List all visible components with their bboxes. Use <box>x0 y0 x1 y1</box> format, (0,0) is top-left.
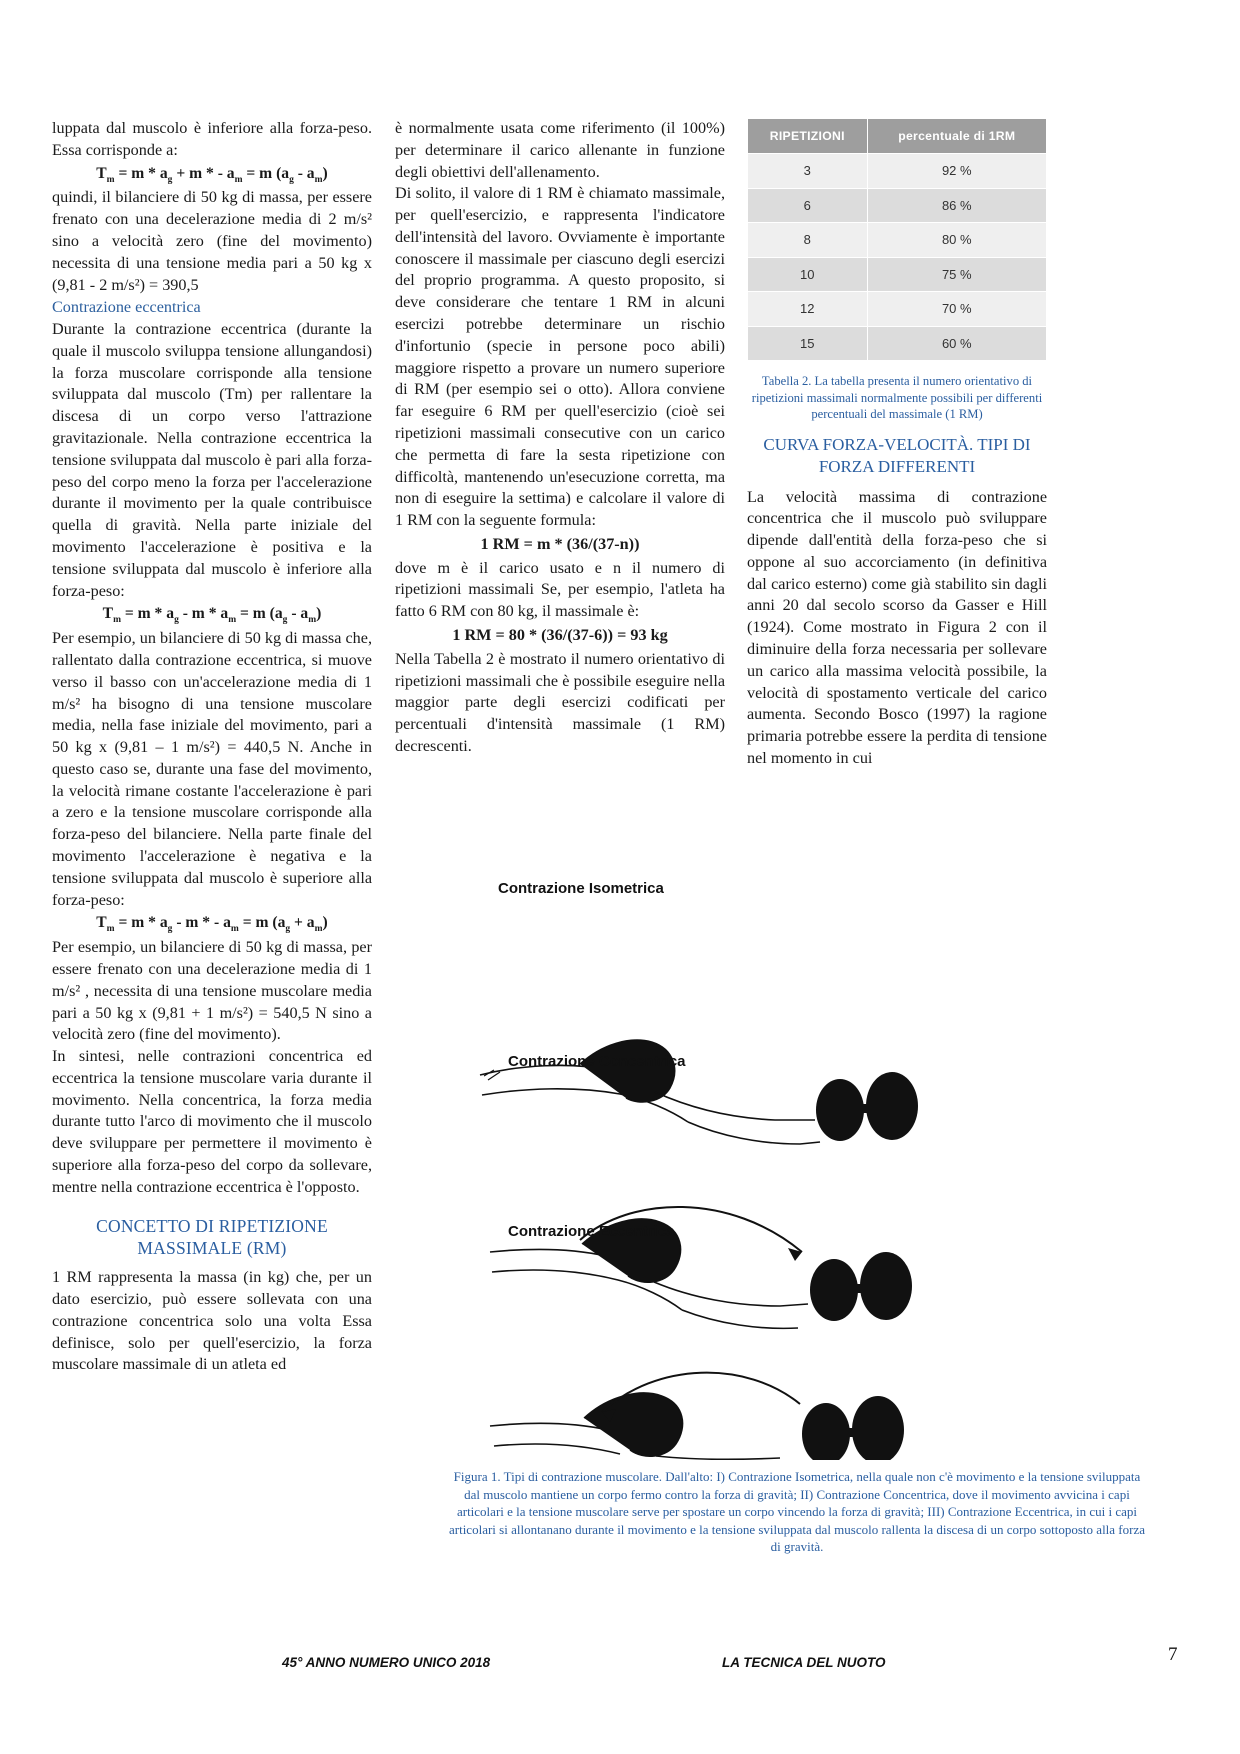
col1-formula-2: $T_m = m * a_g - m * a_m = m$ $(a_g - a_m)$ <box>102 605 322 626</box>
column-2 <box>395 118 725 758</box>
table-caption: Tabella 2. La tabella presenta il numero orientativo di ripetizioni massimali normalmente possibili per differenti percentuali del massimale (1 RM) <box>751 374 1043 422</box>
col1-paragraph-5: Per esempio, un bilanciere di 50 kg di massa, per essere frenato con una decelerazione media di 1 m/s² , necessita di una tensione muscolare media pari a 50 kg x (9,81 + 1 m/s²) = 540,5 N sino a velocità zero (fine del movimento). <box>52 938 372 1044</box>
table-cell-reps: 12 <box>748 292 868 326</box>
eccentric-illustration <box>490 1373 904 1460</box>
table-cell-pct: 80 % <box>867 223 1046 257</box>
col3-paragraph-1: La velocità massima di contrazione concentrica che il muscolo può sviluppare dipende dall'entità della forza-peso che si oppone al suo accorciamento (in definitiva dal carico esterno) come già stabilito sin dagli anni 20 dal secolo scorso da Gasser e Hill (1924). Come mostrato in Figura 2 con il diminuire della forza necessaria per sollevare un carico alla massima velocità possibile, la velocità di spostamento verticale del carico aumenta. Secondo Bosco (1997) la ragione primaria potrebbe essere la perdita di tensione nel momento in cui <box>747 487 1047 767</box>
figure-label-isometric: Contrazione Isometrica <box>498 880 664 897</box>
col2-paragraph-3: dove m è il carico usato e n il numero di ripetizioni massimali Se, per esempio, l'atleta ha fatto 6 RM con 80 kg, il massimale è: <box>395 558 725 621</box>
col2-formula-1: 1 RM = m * (36/(37-n)) <box>480 534 640 553</box>
col1-formula-3: $T_m = m * a_g - m$ * - $a_m = m$ $(a_g + a_m)$ <box>96 914 328 935</box>
table-cell-reps: 8 <box>748 223 868 257</box>
col1-paragraph-6: In sintesi, nelle contrazioni concentrica ed eccentrica la tensione muscolare varia durante il movimento. Nella concentrica, la forza media durante tutto l'arco di movimento che il muscolo deve sviluppare per permettere il movimento è superiore alla forza-peso del corpo da sollevare, mentre nella contrazione eccentrica è l'opposto. <box>52 1047 372 1196</box>
figure-label-eccentric: Contrazione Eccentrica <box>508 1223 675 1240</box>
table-cell-reps: 15 <box>748 326 868 360</box>
col1-paragraph-4: Per esempio, un bilanciere di 50 kg di massa che, rallentato dalla contrazione eccentrica, si muove verso il basso con un'accelerazione media di 1 m/s² ha bisogno di una tensione muscolare media, nella fase iniziale del movimento, pari a 50 kg x (9,81 – 1 m/s²) = 440,5 N. Anche in questo caso se, durante una fase del movimento, la velocità rimane costante l'accelerazione è pari a zero e la tensione muscolare corrisponde alla forza-peso del bilanciere. Nella parte finale del movimento l'accelerazione è negativa e la tensione sviluppata dal muscolo è superiore alla forza-peso: <box>52 629 372 909</box>
col2-paragraph-1: è normalmente usata come riferimento (il 100%) per determinare il carico allenante in funzione degli obiettivi dell'allenamento. <box>395 119 725 181</box>
col1-paragraph-3: Durante la contrazione eccentrica (durante la quale il muscolo sviluppa tensione allungandosi) la forza muscolare corrisponde alla tensione sviluppata dal muscolo (Tm) per rallentare la discesa di un corpo verso l'attrazione gravitazionale. Nella contrazione eccentrica la tensione sviluppata dal muscolo è pari alla forza-peso del corpo meno la forza per l'accelerazione durante il movimento per la quale contribuisce quella di gravità. Nella parte iniziale del movimento l'accelerazione è positiva e la tensione sviluppata dal muscolo è inferiore alla forza-peso: <box>52 320 372 600</box>
figure-label-concentric: Contrazione Concentrica <box>508 1053 686 1070</box>
table-row <box>748 257 1047 291</box>
col1-formula-1: $T_m = m * a_g + m$ * - $a_m = m$ $(a_g - a_m)$ <box>96 164 328 185</box>
repetitions-table <box>747 118 1047 361</box>
table-row <box>748 292 1047 326</box>
col1-heading-rm: CONCETTO DI RIPETIZIONE MASSIMALE (RM) <box>96 1215 328 1258</box>
footer-issue: 45° ANNO NUMERO UNICO 2018 <box>282 1655 491 1670</box>
table-cell-pct: 60 % <box>867 326 1046 360</box>
rm-table-wrapper <box>747 118 1047 422</box>
column-1 <box>52 118 372 1376</box>
table-row <box>748 154 1047 188</box>
table-header-repetitions: RIPETIZIONI <box>748 119 868 154</box>
table-cell-reps: 10 <box>748 257 868 291</box>
column-3 <box>747 118 1047 770</box>
col1-subheading: Contrazione eccentrica <box>52 298 201 317</box>
table-cell-reps: 3 <box>748 154 868 188</box>
col1-paragraph-7: 1 RM rappresenta la massa (in kg) che, per un dato esercizio, può essere sollevata con una contrazione concentrica solo una volta Essa definisce, solo per quell'esercizio, la forza muscolare massimale di un atleta ed <box>52 1268 372 1374</box>
table-cell-pct: 92 % <box>867 154 1046 188</box>
table-row <box>748 326 1047 360</box>
col3-heading-curva: CURVA FORZA-VELOCITÀ. TIPI DI FORZA DIFFERENTI <box>763 435 1031 477</box>
col2-paragraph-4: Nella Tabella 2 è mostrato il numero orientativo di ripetizioni massimali che è possibile eseguire nella maggior parte degli esercizi codificati per percentuali d'intensità massimale (1 RM) decrescenti. <box>395 649 725 755</box>
table-row <box>748 188 1047 222</box>
col2-paragraph-2: Di solito, il valore di 1 RM è chiamato massimale, per quell'esercizio, e rappresenta l'indicatore dell'intensità del lavoro. Ovviamente è importante conoscere il massimale per ciascuno degli esercizi del proprio programma. A questo proposito, si deve considerare che tentare 1 RM in alcuni esercizi potrebbe determinare un rischio d'infortunio (specie in persone poco abili) maggiore rispetto a provare un numero superiore di RM (per esempio sei o otto). Allora conviene far eseguire 6 RM per quell'esercizio (cioè sei ripetizioni massimali consecutive con un carico che permetta di fare la sesta ripetizione con difficoltà, mantenendo un'esecuzione corretta, ma non di eseguire la settima) e calcolare il valore di 1 RM con la seguente formula: <box>395 184 725 530</box>
figure-muscle-contractions <box>430 880 990 1460</box>
table-cell-pct: 86 % <box>867 188 1046 222</box>
table-header-percentage: percentuale di 1RM <box>867 119 1046 154</box>
col1-paragraph-1: luppata dal muscolo è inferiore alla forza-peso. Essa corrisponde a: <box>52 119 372 159</box>
table-cell-pct: 75 % <box>867 257 1046 291</box>
col1-paragraph-2: quindi, il bilanciere di 50 kg di massa, per essere frenato con una decelerazione media di 2 m/s² sino a velocità zero (fine del movimento) necessita di una tensione media pari a 50 kg x (9,81 - 2 m/s²) = 390,5 <box>52 188 372 294</box>
table-row <box>748 223 1047 257</box>
figure-caption: Figura 1. Tipi di contrazione muscolare. Dall'alto: I) Contrazione Isometrica, nella quale non c'è movimento e la tensione sviluppata dal muscolo mantiene un corpo fermo contro la forza di gravità; II) Contrazione Concentrica, dove il movimento avvicina i capi articolari e la tensione muscolare serve per spostare un corpo vincendo la forza di gravità; III) Contrazione Eccentrica, in cui i capi articolari si allontanano durante il movimento e la tensione sviluppata dal muscolo rallenta la discesa di un corpo sottoposto alla forza di gravità. <box>448 1469 1146 1555</box>
table-cell-pct: 70 % <box>867 292 1046 326</box>
col2-formula-2: 1 RM = 80 * (36/(37-6)) = 93 kg <box>452 625 668 644</box>
figure-illustration <box>430 960 990 1460</box>
table-cell-reps: 6 <box>748 188 868 222</box>
footer-journal: LA TECNICA DEL NUOTO <box>722 1655 886 1670</box>
table-header-row <box>748 119 1047 154</box>
page-number: 7 <box>1168 1644 1178 1665</box>
